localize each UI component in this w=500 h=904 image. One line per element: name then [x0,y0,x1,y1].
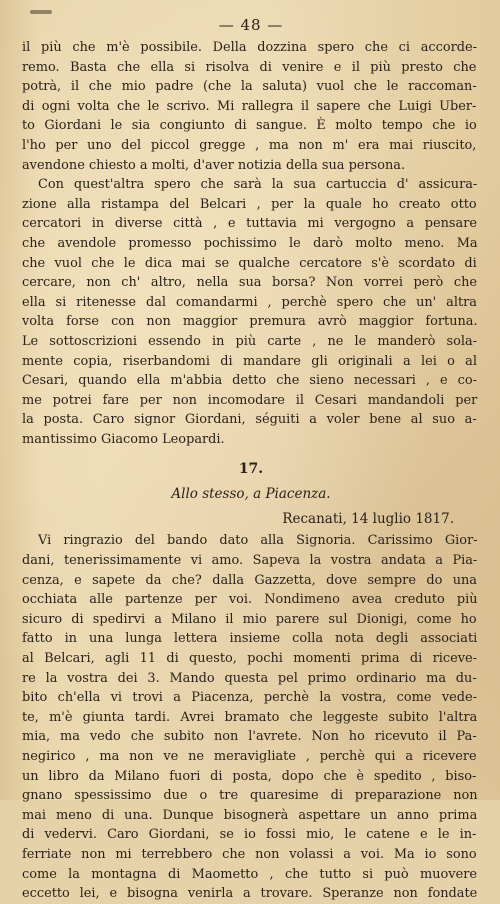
text-line: Le sottoscrizioni essendo in più carte , ne le manderò sola- [22,333,477,349]
letter-dateline: Recanati, 14 luglio 1817. [282,511,454,528]
text-line: che vuol che le dica mai se qualche cercatore s'è scordato di [22,255,477,271]
text-line: mantissimo Giacomo Leopardi. [22,431,225,447]
text-line: dani, tenerissimamente vi amo. Sapeva la vostra andata a Pia- [22,553,478,569]
text-line: un libro da Milano fuori di posta, dopo che è spedito , biso- [22,768,477,784]
text-line: come la montagna di Maometto , che tutto si può muovere [22,866,477,882]
text-line: mente copia, riserbandomi di mandare gli originali a lei o al [22,353,477,369]
text-line: occhiata alle partenze per voi. Nondimeno avea creduto più [22,592,478,608]
text-line: Con quest'altra spero che sarà la sua cartuccia d' assicura- [38,177,478,193]
text-line: to Giordani le sia congiunto di sangue. È molto tempo che io [22,118,477,134]
text-line: il più che m'è possibile. Della dozzina spero che ci accorde- [22,40,477,55]
text-line: ella si ritenesse dal comandarmi , perchè spero che un' altra [22,294,477,310]
text-line: ferriate non mi terrebbero che non volassi a voi. Ma io sono [22,846,477,862]
text-line: remo. Basta che ella si risolva di venire e il più presto che [22,59,477,75]
text-line: cenza, e sapete da che? dalla Gazzetta, dove sempre do una [22,572,477,588]
letter-body [22,531,480,903]
text-line: eccetto lei, e bisogna venirla a trovare. Speranze non fondate [22,886,478,902]
text-line: potrà, il che mio padre (che la saluta) vuol che le raccoman- [22,79,477,95]
text-line: zione alla ristampa del Belcari , per la quale ho creato otto [22,196,477,212]
text-line: cercare, non ch' altro, nella sua borsa? Non vorrei però che [22,275,477,291]
text-line: Vi ringrazio del bando dato alla Signoria. Carissimo Gior- [38,533,478,549]
text-line: al Belcari, agli 11 di questo, pochi momenti prima di riceve- [22,651,477,667]
text-line: Cesari, quando ella m'abbia detto che sieno necessari , e co- [22,373,477,389]
letter-title: Allo stesso, a Piacenza. [171,486,331,503]
letter-number: 17. [238,461,264,478]
text-line: bito ch'ella vi trovi a Piacenza, perchè la vostra, come vede- [22,690,477,706]
text-line: di vedervi. Caro Giordani, se io fossi mio, le catene e le in- [22,827,477,843]
text-line: volta forse con non maggior premura avrò maggior fortuna. [22,314,478,330]
text-line: me potrei fare per non incomodare il Cesari mandandoli per [22,392,478,408]
text-line: di ogni volta che le scrivo. Mi rallegra il sapere che Luigi Uber- [22,98,477,114]
text-line: che avendole promesso pochissimo le darò molto meno. Ma [22,235,478,251]
text-line: fatto in una lunga lettera insieme colla nota degli associati [22,631,478,647]
text-line: negirico , ma non ve ne meravigliate , perchè qui a ricevere [22,749,477,764]
text-line: te, m'è giunta tardi. Avrei bramato che leggeste subito l'altra [22,709,478,725]
text-line: l'ho per uno del piccol gregge , ma non m' era mai riuscito, [22,137,477,153]
text-line: la posta. Caro signor Giordani, séguiti a voler bene al suo a- [22,412,477,428]
text-line: avendone chiesto a molti, d'aver notizia della sua persona. [22,157,406,173]
text-line: cercatori in diverse città , e tuttavia mi vergogno a pensare [22,216,477,232]
text-line: mia, ma vedo che subito non l'avrete. Non ho ricevuto il Pa- [22,729,477,745]
previous-letter-text [22,38,480,449]
text-line: gnano spessissimo due o tre quaresime di preparazione non [22,788,478,804]
text-line: mai meno di una. Dunque bisognerà aspettare un anno prima [22,807,478,823]
text-line: re la vostra dei 3. Mando questa pel primo ordinario ma du- [22,670,477,686]
ink-smudge [30,10,52,14]
text-line: sicuro di spedirvi a Milano il mio parere sul Dionigi, come ho [22,611,477,627]
page-number: — 48 — [218,16,284,34]
